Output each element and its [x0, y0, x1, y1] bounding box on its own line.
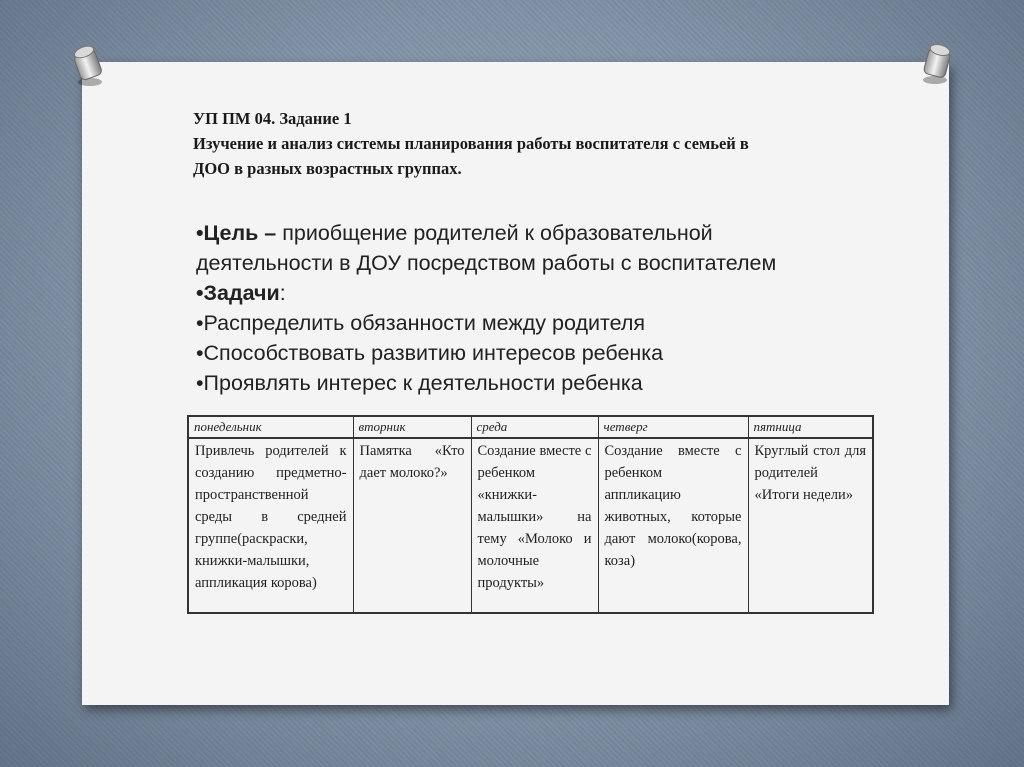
bullet-list — [196, 218, 876, 398]
table-header-row — [188, 416, 873, 438]
slide-title — [193, 106, 893, 181]
column-header: четверг — [598, 416, 748, 438]
tasks-label: •Задачи — [196, 281, 280, 305]
title-line: УП ПМ 04. Задание 1 — [193, 109, 352, 128]
tasks-heading — [196, 278, 876, 308]
column-header: пятница — [748, 416, 873, 438]
pushpin-icon — [915, 40, 957, 88]
table-cell: Привлечь родителей к созданию предметно-пространственной среды в средней группе(раскраски, книжки-малышки, аппликация корова) — [188, 438, 353, 613]
column-header: понедельник — [188, 416, 353, 438]
goal-label: •Цель – — [196, 221, 283, 245]
task-item: •Способствовать развитию интересов ребенка — [196, 341, 664, 365]
title-line: Изучение и анализ системы планирования работы воспитателя с семьей в — [193, 134, 749, 153]
table-cell: Круглый стол для родителей «Итоги недели» — [748, 438, 873, 613]
weekly-plan-table — [187, 415, 874, 614]
table-cell: Памятка «Кто дает молоко?» — [353, 438, 471, 613]
goal-text: приобщение родителей к образовательной — [282, 221, 713, 245]
table-cell: Создание вместе с ребенком «книжки-малышки» на тему «Молоко и молочные продукты» — [471, 438, 598, 613]
goal-line-2: деятельности в ДОУ посредством работы с воспитателем — [196, 251, 777, 275]
goal-line — [196, 218, 876, 248]
column-header: вторник — [353, 416, 471, 438]
tasks-colon: : — [279, 281, 286, 305]
task-item: •Проявлять интерес к деятельности ребенка — [196, 371, 643, 395]
task-item: •Распределить обязанности между родителя — [196, 311, 646, 335]
pushpin-icon — [68, 42, 110, 90]
title-line: ДОО в разных возрастных группах. — [193, 159, 462, 178]
column-header: среда — [471, 416, 598, 438]
table-row — [188, 438, 873, 613]
table-cell: Создание вместе с ребенком аппликацию животных, которые дают молоко(корова, коза) — [598, 438, 748, 613]
